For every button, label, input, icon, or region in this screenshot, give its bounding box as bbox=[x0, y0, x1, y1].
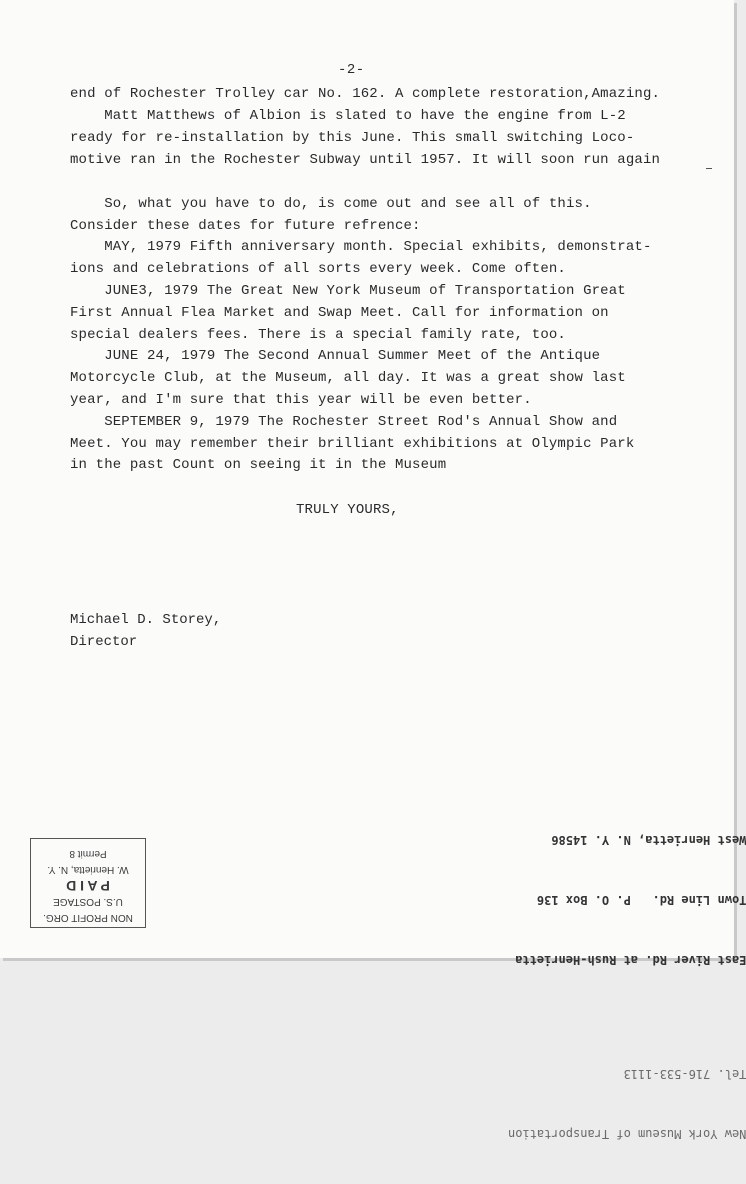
body-line: Meet. You may remember their brilliant exhibitions at Olympic Park bbox=[70, 436, 635, 452]
return-address-city: West Henrietta, N. Y. 14586 bbox=[551, 833, 746, 847]
return-address-name: New York Museum of Transportation bbox=[508, 1127, 746, 1141]
body-line: Consider these dates for future refrence: bbox=[70, 218, 421, 234]
body-line: ions and celebrations of all sorts every week. Come often. bbox=[70, 261, 566, 277]
body-line: JUNE3, 1979 The Great New York Museum of Transportation Great bbox=[70, 283, 626, 299]
postage-permit-stamp bbox=[30, 838, 146, 928]
page-number: -2- bbox=[338, 62, 365, 78]
body-line: Motorcycle Club, at the Museum, all day. It was a great show last bbox=[70, 370, 626, 386]
signer-title: Director bbox=[70, 634, 138, 650]
margin-mark bbox=[706, 168, 712, 169]
body-line: year, and I'm sure that this year will be even better. bbox=[70, 392, 532, 408]
permit-line-4: W. Henrietta, N. Y. bbox=[47, 864, 129, 875]
body-line: ready for re-installation by this June. This small switching Loco- bbox=[70, 130, 635, 146]
permit-line-5: Permit 8 bbox=[69, 848, 107, 859]
return-address-box: Town Line Rd. P. O. Box 136 bbox=[536, 893, 746, 907]
permit-line-3: P A I D bbox=[66, 878, 110, 894]
body-line: MAY, 1979 Fifth anniversary month. Special exhibits, demonstrat- bbox=[70, 239, 652, 255]
permit-line-2: U.S. POSTAGE bbox=[53, 896, 123, 907]
body-line: First Annual Flea Market and Swap Meet. Call for information on bbox=[70, 305, 609, 321]
body-line: special dealers fees. There is a special family rate, too. bbox=[70, 327, 566, 343]
body-line: So, what you have to do, is come out and see all of this. bbox=[70, 196, 592, 212]
body-line: in the past Count on seeing it in the Museum bbox=[70, 457, 447, 473]
body-line: Matt Matthews of Albion is slated to have the engine from L-2 bbox=[70, 108, 626, 124]
closing: TRULY YOURS, bbox=[296, 502, 399, 518]
permit-line-1: NON PROFIT ORG. bbox=[43, 912, 133, 923]
return-address-stamp bbox=[508, 790, 746, 1184]
body-line: end of Rochester Trolley car No. 162. A complete restoration,Amazing. bbox=[70, 86, 661, 102]
body-line: SEPTEMBER 9, 1979 The Rochester Street Rod's Annual Show and bbox=[70, 414, 618, 430]
body-line: JUNE 24, 1979 The Second Annual Summer Meet of the Antique bbox=[70, 348, 601, 364]
body-line: motive ran in the Rochester Subway until 1957. It will soon run again bbox=[70, 152, 661, 168]
return-address-phone: Tel. 716-533-1113 bbox=[623, 1067, 746, 1081]
signer-name: Michael D. Storey, bbox=[70, 612, 222, 628]
return-address-street: East River Rd. at Rush-Henrietta bbox=[515, 953, 746, 967]
